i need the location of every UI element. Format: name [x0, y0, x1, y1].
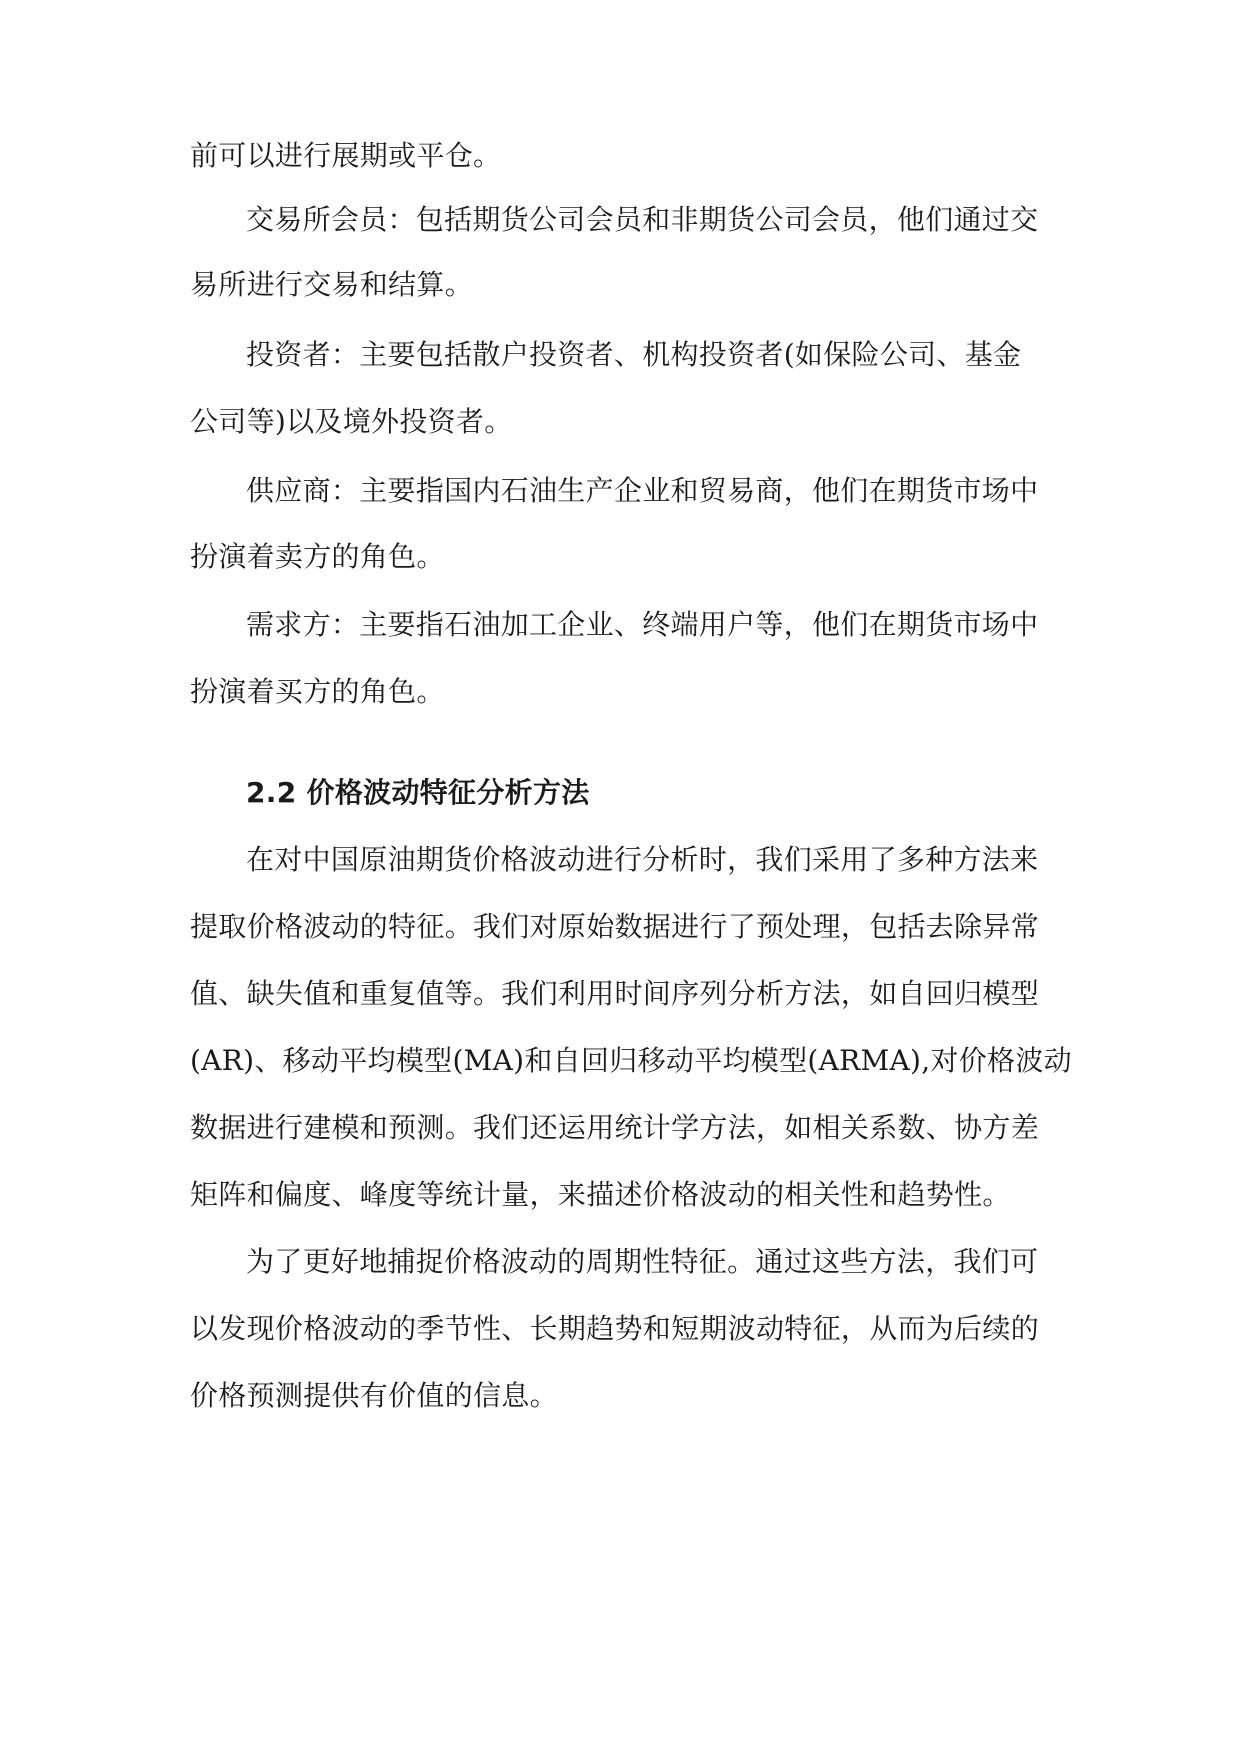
section-paragraph-2-line-2: 以发现价格波动的季节性、长期趋势和短期波动特征，从而为后续的: [190, 1312, 1040, 1345]
section-paragraph-1-line-4: (AR)、移动平均模型(MA)和自回归移动平均模型(ARMA),对价格波动: [190, 1044, 1072, 1077]
paragraph-investors-line-2: 公司等)以及境外投资者。: [190, 405, 513, 438]
paragraph-exchange-members-line-2: 易所进行交易和结算。: [190, 268, 474, 301]
paragraph-demanders-line-2: 扮演着买方的角色。: [190, 675, 445, 708]
section-paragraph-1-line-5: 数据进行建模和预测。我们还运用统计学方法，如相关系数、协方差: [190, 1111, 1040, 1144]
paragraph-investors-line-1: 投资者：主要包括散户投资者、机构投资者(如保险公司、基金: [246, 338, 1022, 371]
section-paragraph-2-line-1: 为了更好地捕捉价格波动的周期性特征。通过这些方法，我们可: [246, 1245, 1039, 1278]
paragraph-demanders-line-1: 需求方：主要指石油加工企业、终端用户等，他们在期货市场中: [246, 608, 1039, 641]
section-paragraph-1-line-1: 在对中国原油期货价格波动进行分析时，我们采用了多种方法来: [246, 843, 1039, 876]
section-paragraph-1-line-6: 矩阵和偏度、峰度等统计量，来描述价格波动的相关性和趋势性。: [190, 1178, 1011, 1211]
section-paragraph-1-line-2: 提取价格波动的特征。我们对原始数据进行了预处理，包括去除异常: [190, 910, 1040, 943]
section-paragraph-2-line-3: 价格预测提供有价值的信息。: [190, 1379, 558, 1412]
section-heading: 2.2 价格波动特征分析方法: [246, 776, 590, 809]
paragraph-suppliers-line-1: 供应商：主要指国内石油生产企业和贸易商，他们在期货市场中: [246, 474, 1039, 507]
paragraph-exchange-members-line-1: 交易所会员：包括期货公司会员和非期货公司会员，他们通过交: [246, 203, 1039, 236]
section-paragraph-1-line-3: 值、缺失值和重复值等。我们利用时间序列分析方法，如自回归模型: [190, 977, 1040, 1010]
continuation-line: 前可以进行展期或平仓。: [190, 139, 502, 172]
paragraph-suppliers-line-2: 扮演着卖方的角色。: [190, 540, 445, 573]
